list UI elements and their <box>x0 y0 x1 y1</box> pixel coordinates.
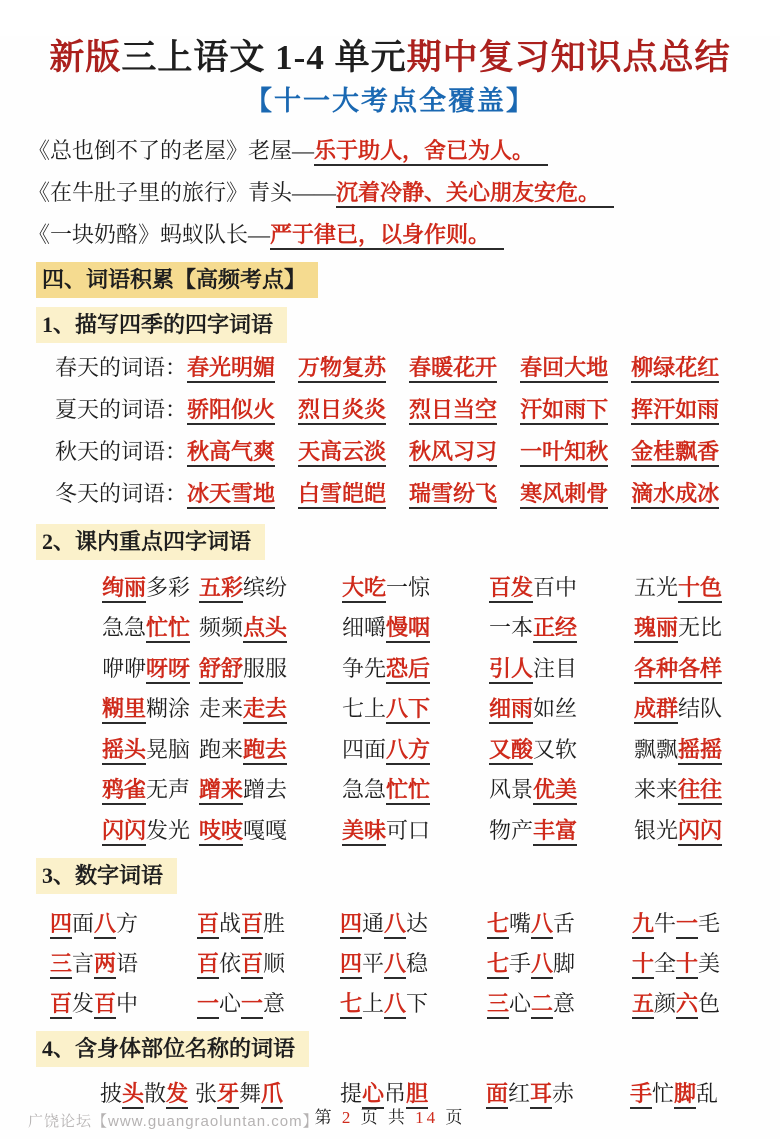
word-segment: 引人 <box>489 656 533 684</box>
word-segment: 言 <box>72 950 95 976</box>
word-segment: 三 <box>487 991 509 1019</box>
title-segment: 新版 <box>49 38 122 77</box>
intro-line-prefix: 《总也倒不了的老屋》老屋— <box>28 137 315 163</box>
page-number-segment: 页 共 <box>353 1108 416 1127</box>
season-word-rows <box>55 347 780 515</box>
word-segment: 飘飘 <box>634 736 679 762</box>
word-segment: 七上 <box>342 696 387 721</box>
word-segment: 四 <box>340 951 362 979</box>
word-segment: 百发 <box>489 575 533 603</box>
word-segment: 八 <box>531 911 553 939</box>
word-segment: 跑去 <box>243 737 287 765</box>
word-segment: 三 <box>50 951 72 979</box>
word-item <box>342 571 489 602</box>
word-segment: 正经 <box>533 615 577 643</box>
intro-line-highlight: 严于律已，以身作则。 <box>270 222 504 250</box>
word-segment: 一 <box>241 991 263 1019</box>
word-item <box>634 611 780 642</box>
word-segment: 往往 <box>678 777 722 805</box>
word-segment: 手 <box>630 1081 652 1109</box>
word-item <box>489 692 634 723</box>
word-segment: 嘴 <box>509 910 532 936</box>
intro-line-highlight: 乐于助人，舍已为人。 <box>314 138 548 166</box>
season-row <box>55 389 780 431</box>
word-segment: 八 <box>384 911 406 939</box>
word-segment: 瑰丽 <box>634 615 678 643</box>
word-segment: 稳 <box>406 950 429 976</box>
word-segment: 发 <box>72 990 95 1016</box>
word-item <box>634 571 780 602</box>
word-segment: 蹭去 <box>243 777 288 802</box>
word-item <box>340 987 487 1018</box>
season-word: 滴水成冰 <box>631 481 719 509</box>
word-segment: 发光 <box>146 817 191 843</box>
word-item <box>340 907 487 938</box>
word-item <box>489 611 634 642</box>
word-segment: 咿咿 <box>102 655 147 681</box>
intro-line <box>28 214 780 256</box>
word-segment: 发 <box>166 1081 188 1109</box>
word-segment: 方 <box>116 910 139 936</box>
word-segment: 头 <box>122 1081 144 1109</box>
word-segment: 可口 <box>386 817 431 843</box>
page-number-segment: 页 <box>438 1108 466 1127</box>
word-segment: 意 <box>263 990 286 1016</box>
word-segment: 鸦雀 <box>102 777 146 805</box>
word-item <box>489 733 634 764</box>
word-segment: 八 <box>94 911 116 939</box>
word-segment: 忙忙 <box>386 777 430 805</box>
word-segment: 舞 <box>239 1080 262 1106</box>
word-item <box>632 907 780 938</box>
word-segment: 牙 <box>217 1081 239 1109</box>
season-word: 秋高气爽 <box>187 439 275 467</box>
intro-lines <box>28 130 780 256</box>
word-item <box>489 773 634 804</box>
word-segment: 走去 <box>243 696 287 724</box>
word-segment: 八下 <box>386 696 430 724</box>
intro-line-prefix: 《在牛肚子里的旅行》青头—— <box>28 179 337 205</box>
word-item <box>340 1077 486 1108</box>
word-segment: 多彩 <box>146 574 191 600</box>
season-word: 骄阳似火 <box>187 397 275 425</box>
season-word: 烈日当空 <box>409 397 497 425</box>
word-segment: 点头 <box>243 615 287 643</box>
word-segment: 五彩 <box>199 575 243 603</box>
word-segment: 中 <box>116 990 139 1016</box>
word-segment: 散 <box>144 1080 167 1106</box>
word-segment: 物产 <box>489 817 534 843</box>
season-word: 金桂飘香 <box>631 439 719 467</box>
season-word: 挥汗如雨 <box>631 397 719 425</box>
word-segment: 又软 <box>533 736 578 762</box>
word-item <box>197 907 340 938</box>
season-row <box>55 347 780 389</box>
word-item <box>634 814 780 845</box>
word-grid-lesson-words <box>0 566 780 850</box>
season-row <box>55 431 780 473</box>
word-segment: 依 <box>219 950 242 976</box>
word-segment: 百 <box>241 951 263 979</box>
word-segment: 急急 <box>102 615 147 640</box>
season-word: 汗如雨下 <box>520 397 608 425</box>
word-segment: 十 <box>632 951 654 979</box>
word-segment: 语 <box>116 950 139 976</box>
word-item <box>102 814 199 845</box>
word-item <box>486 1077 630 1108</box>
word-segment: 脚 <box>674 1081 696 1109</box>
season-word: 万物复苏 <box>298 355 386 383</box>
word-item <box>199 611 342 642</box>
word-segment: 嘎嘎 <box>243 817 288 843</box>
word-segment: 八 <box>384 951 406 979</box>
page-footer <box>0 1105 780 1131</box>
season-word: 春暖花开 <box>409 355 497 383</box>
word-segment: 色 <box>698 990 721 1016</box>
word-item <box>634 692 780 723</box>
word-item <box>102 571 199 602</box>
word-segment: 意 <box>553 990 576 1016</box>
word-segment: 摇头 <box>102 737 146 765</box>
word-segment: 吱吱 <box>199 818 243 846</box>
word-segment: 风景 <box>489 777 534 802</box>
word-item <box>199 733 342 764</box>
word-segment: 美 <box>698 950 721 976</box>
word-segment: 毛 <box>698 910 721 936</box>
season-word: 天高云淡 <box>298 439 386 467</box>
word-segment: 大吃 <box>342 575 386 603</box>
word-item <box>489 571 634 602</box>
word-segment: 红 <box>508 1080 531 1106</box>
word-segment: 八 <box>384 991 406 1019</box>
word-segment: 二 <box>531 991 553 1019</box>
word-segment: 成群 <box>634 696 678 724</box>
word-segment: 提 <box>340 1080 363 1106</box>
worksheet-page <box>0 36 780 1139</box>
word-item <box>102 611 199 642</box>
word-segment: 手 <box>509 950 532 976</box>
word-segment: 九 <box>632 911 654 939</box>
word-segment: 平 <box>362 950 385 976</box>
word-item <box>195 1077 340 1108</box>
word-segment: 如丝 <box>533 696 578 721</box>
word-segment: 又酸 <box>489 737 533 765</box>
word-segment: 百中 <box>533 574 578 600</box>
page-title <box>0 36 780 80</box>
word-segment: 五 <box>632 991 654 1019</box>
word-segment: 百 <box>197 911 219 939</box>
word-segment: 七 <box>487 951 509 979</box>
word-segment: 四面 <box>342 736 387 762</box>
word-segment: 顺 <box>263 950 286 976</box>
word-segment: 赤 <box>552 1080 575 1106</box>
word-item <box>50 907 197 938</box>
word-item <box>634 773 780 804</box>
page-number-segment: 14 <box>415 1108 439 1127</box>
word-item <box>634 733 780 764</box>
word-item <box>342 611 489 642</box>
word-segment: 糊涂 <box>146 696 191 721</box>
word-segment: 牛 <box>654 910 677 936</box>
word-item <box>342 652 489 683</box>
subsection-4-heading: 4、含身体部位名称的词语 <box>36 1031 309 1067</box>
word-segment: 摇摇 <box>678 737 722 765</box>
word-segment: 一 <box>197 991 219 1019</box>
season-word: 白雪皑皑 <box>298 481 386 509</box>
word-item <box>487 987 632 1018</box>
word-item <box>197 987 340 1018</box>
word-segment: 绚丽 <box>102 575 146 603</box>
word-item <box>342 692 489 723</box>
word-segment: 闪闪 <box>102 818 146 846</box>
page-subtitle: 【十一大考点全覆盖】 <box>245 85 535 116</box>
word-segment: 呀呀 <box>146 656 190 684</box>
word-segment: 心 <box>219 990 242 1016</box>
word-item <box>199 773 342 804</box>
word-segment: 耳 <box>530 1081 552 1109</box>
word-segment: 来来 <box>634 777 679 802</box>
word-item <box>102 652 199 683</box>
word-segment: 八 <box>531 951 553 979</box>
word-segment: 百 <box>241 911 263 939</box>
word-segment: 走来 <box>199 696 244 721</box>
word-segment: 缤纷 <box>243 574 288 600</box>
word-segment: 晃脑 <box>146 736 191 762</box>
word-segment: 胜 <box>263 910 286 936</box>
word-segment: 四 <box>50 911 72 939</box>
word-item <box>197 947 340 978</box>
word-item <box>487 947 632 978</box>
page-number-segment: 第 <box>314 1108 342 1127</box>
subsection-3-heading: 3、数字词语 <box>36 858 177 894</box>
season-word: 瑞雪纷飞 <box>409 481 497 509</box>
word-segment: 上 <box>362 990 385 1016</box>
word-segment: 胆 <box>406 1081 428 1109</box>
word-item <box>634 652 780 683</box>
word-segment: 十 <box>676 951 698 979</box>
word-item <box>632 947 780 978</box>
word-segment: 百 <box>50 991 72 1019</box>
word-item <box>342 814 489 845</box>
word-segment: 争先 <box>342 655 387 681</box>
word-segment: 无声 <box>146 777 191 802</box>
watermark: 广饶论坛【www.guangraoluntan.com】 <box>28 1113 319 1130</box>
word-item <box>50 947 197 978</box>
season-word: 春光明媚 <box>187 355 275 383</box>
word-segment: 下 <box>406 990 429 1016</box>
word-segment: 优美 <box>533 777 577 805</box>
season-word: 柳绿花红 <box>631 355 719 383</box>
subsection-2-heading: 2、课内重点四字词语 <box>36 524 265 560</box>
word-segment: 四 <box>340 911 362 939</box>
word-item <box>199 692 342 723</box>
word-segment: 两 <box>94 951 116 979</box>
word-segment: 银光 <box>634 817 679 843</box>
word-segment: 六 <box>676 991 698 1019</box>
word-item <box>199 571 342 602</box>
word-segment: 五光 <box>634 574 679 600</box>
season-word: 一叶知秋 <box>520 439 608 467</box>
word-segment: 通 <box>362 910 385 936</box>
word-segment: 闪闪 <box>678 818 722 846</box>
word-segment: 面 <box>72 910 95 936</box>
word-segment: 全 <box>654 950 677 976</box>
word-segment: 结队 <box>678 696 723 721</box>
word-segment: 急急 <box>342 777 387 802</box>
page-number-segment: 2 <box>341 1108 354 1127</box>
word-item <box>102 692 199 723</box>
word-segment: 频频 <box>199 615 244 640</box>
season-row-label: 冬天的词语： <box>55 480 188 506</box>
word-item <box>100 1077 195 1108</box>
word-segment: 糊里 <box>102 696 146 724</box>
season-word: 秋风习习 <box>409 439 497 467</box>
word-segment: 忙忙 <box>146 615 190 643</box>
word-segment: 一 <box>676 911 698 939</box>
word-segment: 心 <box>362 1081 384 1109</box>
word-segment: 百 <box>94 991 116 1019</box>
word-segment: 丰富 <box>533 818 577 846</box>
season-word: 烈日炎炎 <box>298 397 386 425</box>
word-item <box>342 773 489 804</box>
word-segment: 舒舒 <box>199 656 243 684</box>
subsection-1-heading: 1、描写四季的四字词语 <box>36 307 287 343</box>
word-segment: 细雨 <box>489 696 533 724</box>
word-segment: 恐后 <box>386 656 430 684</box>
word-segment: 面 <box>486 1081 508 1109</box>
word-item <box>342 733 489 764</box>
intro-line-highlight: 沉着冷静、关心朋友安危。 <box>336 180 614 208</box>
word-segment: 一本 <box>489 615 534 640</box>
word-segment: 爪 <box>261 1081 283 1109</box>
word-segment: 忙 <box>652 1080 675 1106</box>
word-segment: 各种各样 <box>634 656 722 684</box>
word-segment: 无比 <box>678 615 723 640</box>
word-segment: 慢咽 <box>386 615 430 643</box>
word-segment: 细嚼 <box>342 615 387 640</box>
season-row <box>55 473 780 515</box>
intro-line <box>28 130 780 172</box>
word-segment: 脚 <box>553 950 576 976</box>
season-row-label: 秋天的词语： <box>55 438 188 464</box>
season-row-label: 夏天的词语： <box>55 396 188 422</box>
title-segment: 期中复习知识点总结 <box>406 38 731 77</box>
word-segment: 服服 <box>243 655 288 681</box>
word-item <box>199 814 342 845</box>
word-segment: 张 <box>195 1080 218 1106</box>
word-item <box>102 733 199 764</box>
word-segment: 跑来 <box>199 736 244 762</box>
season-word: 春回大地 <box>520 355 608 383</box>
word-item <box>199 652 342 683</box>
word-segment: 注目 <box>533 655 578 681</box>
word-segment: 披 <box>100 1080 123 1106</box>
word-segment: 乱 <box>696 1080 719 1106</box>
word-item <box>489 814 634 845</box>
title-segment: 三上语文 1-4 单元 <box>121 38 407 77</box>
word-segment: 七 <box>487 911 509 939</box>
word-segment: 吊 <box>384 1080 407 1106</box>
word-segment: 舌 <box>553 910 576 936</box>
word-segment: 颜 <box>654 990 677 1016</box>
word-segment: 达 <box>406 910 429 936</box>
word-item <box>487 907 632 938</box>
word-segment: 八方 <box>386 737 430 765</box>
intro-line <box>28 172 780 214</box>
word-segment: 十色 <box>678 575 722 603</box>
word-segment: 战 <box>219 910 242 936</box>
word-segment: 一惊 <box>386 574 431 600</box>
intro-line-prefix: 《一块奶酪》蚂蚁队长— <box>28 221 271 247</box>
word-segment: 七 <box>340 991 362 1019</box>
word-item <box>340 947 487 978</box>
season-word: 冰天雪地 <box>187 481 275 509</box>
word-segment: 美味 <box>342 818 386 846</box>
season-word: 寒风刺骨 <box>520 481 608 509</box>
word-segment: 心 <box>509 990 532 1016</box>
word-item <box>102 773 199 804</box>
section-heading: 四、词语积累【高频考点】 <box>36 262 318 298</box>
word-item <box>632 987 780 1018</box>
word-segment: 蹭来 <box>199 777 243 805</box>
word-segment: 百 <box>197 951 219 979</box>
word-item <box>630 1077 780 1108</box>
word-item <box>50 987 197 1018</box>
word-item <box>489 652 634 683</box>
season-row-label: 春天的词语： <box>55 354 188 380</box>
word-grid-number-words <box>0 902 780 1022</box>
